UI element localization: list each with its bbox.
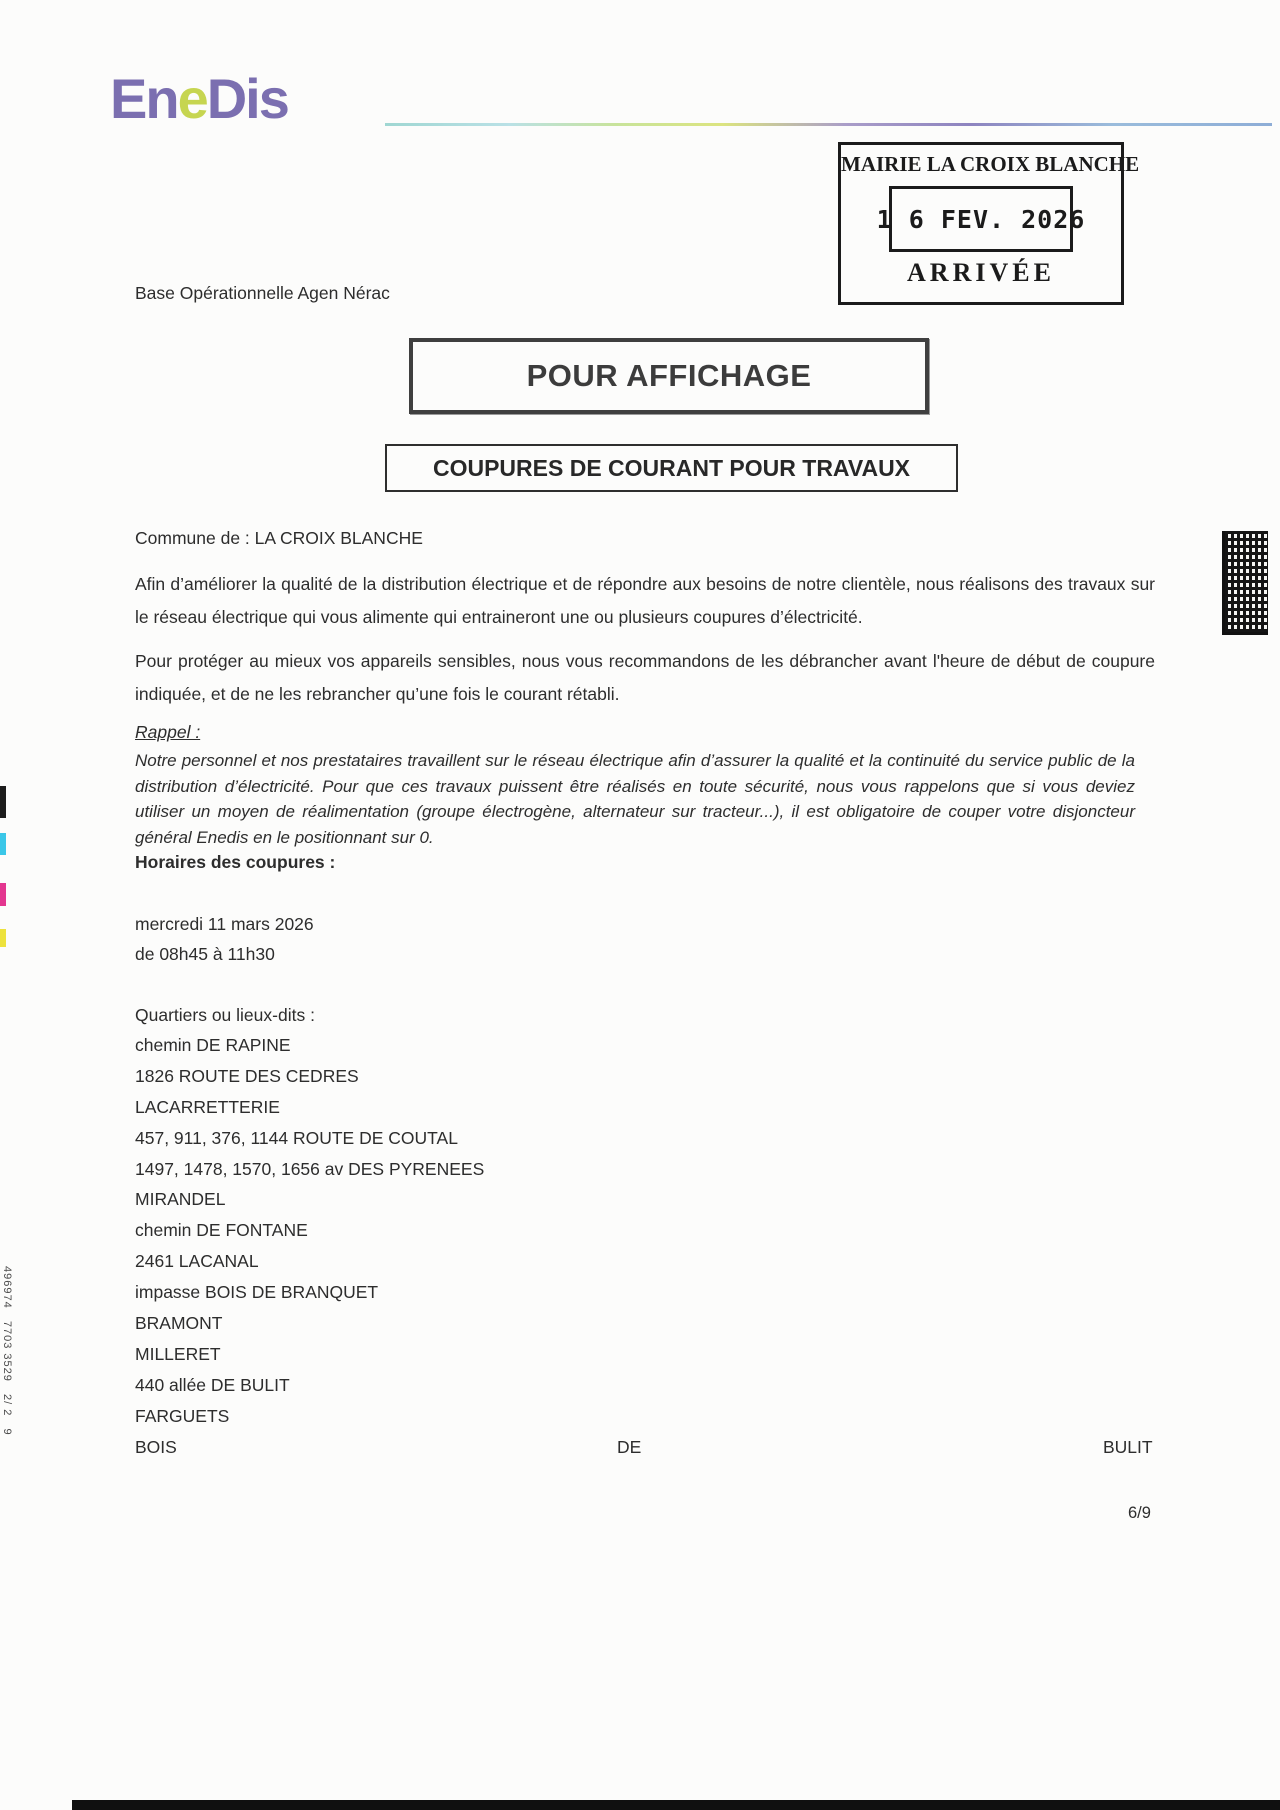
quartiers-label: Quartiers ou lieux-dits : (135, 1005, 315, 1025)
list-item: BRAMONT (135, 1313, 223, 1334)
registration-mark-magenta (0, 883, 6, 906)
split-list-row (0, 1437, 1280, 1461)
paragraph-appareils: Pour protéger au mieux vos appareils sensibles, nous vous recommandons de les débrancher avant l'heure de début de coupure indiquée, et de ne les rebrancher qu’une fois le courant rétabli. (135, 651, 1155, 704)
registration-mark-yellow (0, 929, 6, 947)
list-item: 1497, 1478, 1570, 1656 av DES PYRENEES (135, 1158, 485, 1179)
list-item: chemin DE RAPINE (135, 1035, 291, 1055)
stamp-date-box (876, 186, 1086, 252)
logo-text-e: e (177, 67, 207, 130)
rappel-label: Rappel : (135, 722, 201, 742)
coupure-time: de 08h45 à 11h30 (135, 944, 275, 964)
rappel-text: Notre personnel et nos prestataires travaillent sur le réseau électrique afin d’assurer la qualité et la continuité du service public de la distribution d’électricité. Pour que ces travaux puissent être réalisés en toute sécurité, nous vous rappelons que si vous deviez utiliser un moyen de réalimentation (groupe électrogène, alternateur sur tracteur...), il est obligatoire de couper votre disjoncteur général Enedis en le positionnant sur 0. (135, 751, 1135, 847)
list-item: chemin DE FONTANE (135, 1220, 308, 1241)
list-item: BOIS (135, 1437, 177, 1457)
data-matrix-icon (1222, 531, 1268, 635)
list-item: MILLERET (135, 1343, 221, 1364)
commune-line: Commune de : LA CROIX BLANCHE (135, 528, 423, 548)
logo-text-dis: Dis (206, 67, 288, 130)
list-item: FARGUETS (135, 1405, 230, 1426)
pour-affichage-banner: POUR AFFICHAGE (409, 338, 929, 414)
registration-mark-cyan (0, 833, 6, 855)
arrival-stamp (838, 142, 1140, 305)
list-item: MIRANDEL (135, 1189, 226, 1210)
base-operationnelle-line: Base Opérationnelle Agen Nérac (135, 283, 390, 303)
coupure-date: mercredi 11 mars 2026 (135, 914, 314, 934)
scan-edge-bar (72, 1800, 1280, 1810)
page-number: 6/9 (1128, 1504, 1151, 1522)
coupures-banner: COUPURES DE COURANT POUR TRAVAUX (385, 444, 958, 492)
list-item: LACARRETTERIE (135, 1096, 280, 1117)
list-item: 1826 ROUTE DES CEDRES (135, 1065, 359, 1086)
list-item: 2461 LACANAL (135, 1251, 259, 1272)
list-item: DE (617, 1437, 642, 1457)
list-item: impasse BOIS DE BRANQUET (135, 1282, 379, 1303)
horaires-label: Horaires des coupures : (135, 852, 336, 872)
brand-gradient-line (385, 123, 1272, 126)
paragraph-travaux: Afin d’améliorer la qualité de la distribution électrique et de répondre aux besoins de notre clientèle, nous réalisons des travaux sur le réseau électrique qui vous alimente qui entraineront une ou plusieurs coupures d’électricité. (135, 574, 1155, 627)
enedis-logo (110, 67, 288, 130)
stamp-status: ARRIVÉE (907, 258, 1055, 287)
stamp-date: 1 6 FEV. 2026 (876, 204, 1086, 234)
list-item: 457, 911, 376, 1144 ROUTE DE COUTAL (135, 1127, 458, 1148)
stamp-title: MAIRIE LA CROIX BLANCHE (841, 152, 1140, 176)
logo-text-en: En (110, 67, 178, 130)
quartiers-list (135, 1035, 484, 1437)
print-control-code: 496974 7703 3529 2/ 2 9 (1, 1266, 13, 1436)
registration-mark-black (0, 786, 6, 818)
list-item: BULIT (1103, 1437, 1153, 1457)
list-item: 440 allée DE BULIT (135, 1374, 290, 1395)
